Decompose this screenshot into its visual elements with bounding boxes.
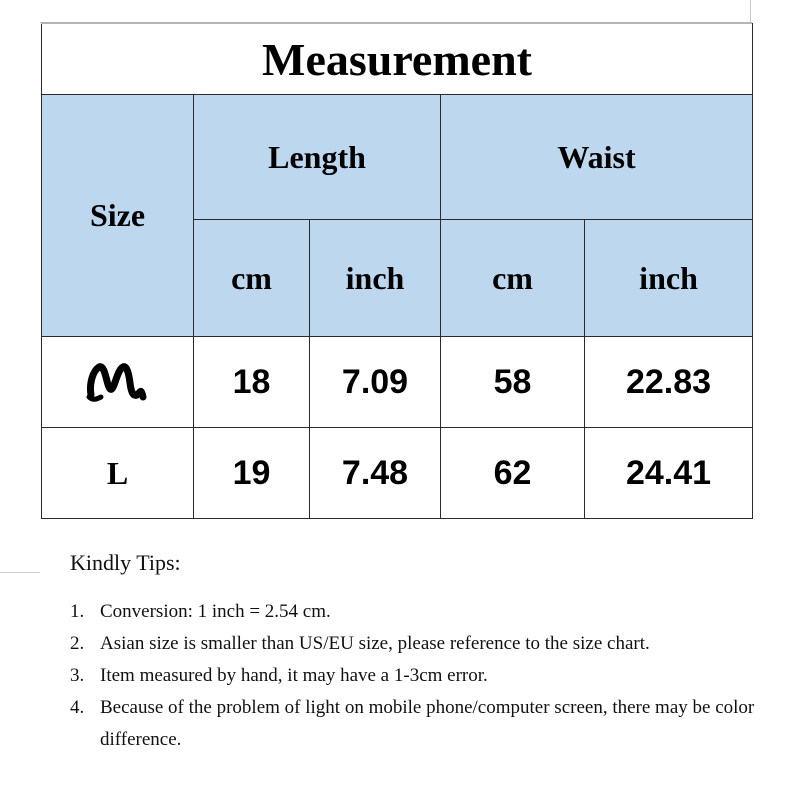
cell-l-waist-inch: 24.41 bbox=[585, 428, 753, 519]
tips-title: Kindly Tips: bbox=[70, 550, 181, 575]
tips-list bbox=[70, 596, 760, 756]
cell-m-waist-inch: 22.83 bbox=[585, 337, 753, 428]
header-length-cm: cm bbox=[194, 220, 310, 337]
cell-l-length-inch: 7.48 bbox=[310, 428, 441, 519]
list-item bbox=[70, 692, 760, 756]
tip-number: 3. bbox=[70, 665, 85, 686]
header-waist-inch: inch bbox=[585, 220, 753, 337]
list-item bbox=[70, 628, 760, 660]
tip-number: 4. bbox=[70, 697, 85, 718]
header-size: Size bbox=[42, 95, 194, 337]
header-waist: Waist bbox=[441, 95, 753, 220]
cell-l-length-cm: 19 bbox=[194, 428, 310, 519]
tip-text: Because of the problem of light on mobile phone/computer screen, there may be color difference. bbox=[100, 697, 755, 750]
divider-line bbox=[0, 572, 40, 573]
size-cell-m bbox=[42, 337, 194, 428]
cell-l-waist-cm: 62 bbox=[441, 428, 585, 519]
list-item bbox=[70, 596, 760, 628]
size-m-handwritten bbox=[83, 357, 153, 407]
header-waist-cm: cm bbox=[441, 220, 585, 337]
tip-number: 2. bbox=[70, 633, 85, 654]
cell-m-length-cm: 18 bbox=[194, 337, 310, 428]
cell-m-waist-cm: 58 bbox=[441, 337, 585, 428]
table-row bbox=[42, 428, 753, 519]
header-length-inch: inch bbox=[310, 220, 441, 337]
size-label-l: L bbox=[42, 428, 194, 519]
size-chart-table bbox=[41, 23, 753, 519]
frame-tick bbox=[750, 0, 751, 22]
cell-m-length-inch: 7.09 bbox=[310, 337, 441, 428]
tip-text: Asian size is smaller than US/EU size, please reference to the size chart. bbox=[100, 633, 650, 654]
kindly-tips bbox=[70, 550, 760, 756]
tip-text: Item measured by hand, it may have a 1-3cm error. bbox=[100, 665, 488, 686]
list-item bbox=[70, 660, 760, 692]
table-row bbox=[42, 337, 753, 428]
tip-text: Conversion: 1 inch = 2.54 cm. bbox=[100, 601, 331, 622]
header-length: Length bbox=[194, 95, 441, 220]
table-title: Measurement bbox=[42, 24, 753, 95]
tip-number: 1. bbox=[70, 601, 85, 622]
